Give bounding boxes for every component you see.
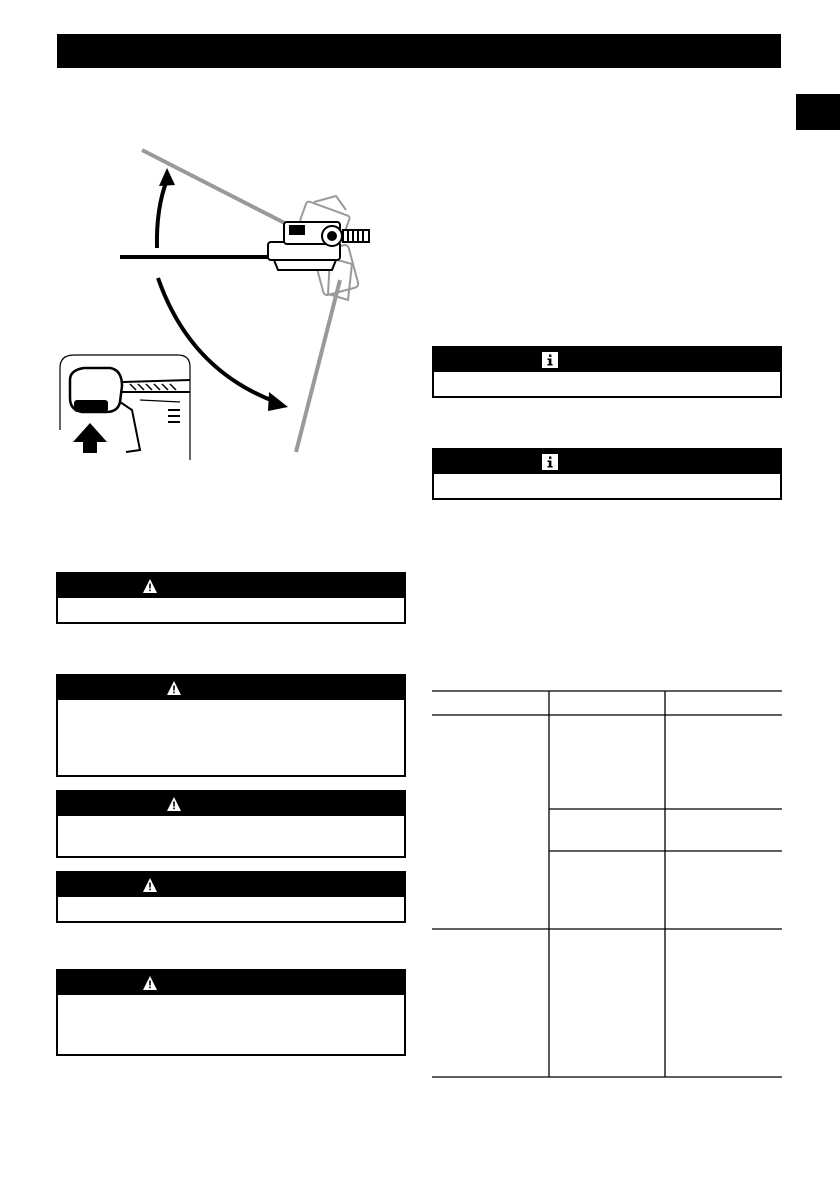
note-header-1 [434, 348, 780, 372]
warning-header-3 [58, 792, 404, 816]
warning-header-4 [58, 873, 404, 897]
warning-triangle-icon [142, 578, 158, 594]
page-title-bar [57, 34, 781, 68]
warning-triangle-icon [166, 680, 182, 696]
warning-header-1 [58, 574, 404, 598]
warning-box-1 [56, 572, 406, 624]
warning-triangle-icon [142, 877, 158, 893]
troubleshooting-table [432, 690, 782, 1078]
warning-triangle-icon [166, 796, 182, 812]
release-button-inset [60, 355, 190, 460]
warning-header-2 [58, 676, 404, 700]
info-icon [542, 454, 558, 470]
warning-box-3 [56, 790, 406, 858]
angle-adjustment-illustration [40, 130, 400, 460]
warning-box-4 [56, 871, 406, 923]
info-icon [542, 352, 558, 368]
note-box-1 [432, 346, 782, 398]
warning-box-2 [56, 674, 406, 777]
note-box-2 [432, 448, 782, 500]
note-header-2 [434, 450, 780, 474]
warning-triangle-icon [142, 975, 158, 991]
warning-header-5 [58, 971, 404, 995]
warning-box-5 [56, 969, 406, 1056]
language-tab[interactable] [796, 94, 840, 130]
